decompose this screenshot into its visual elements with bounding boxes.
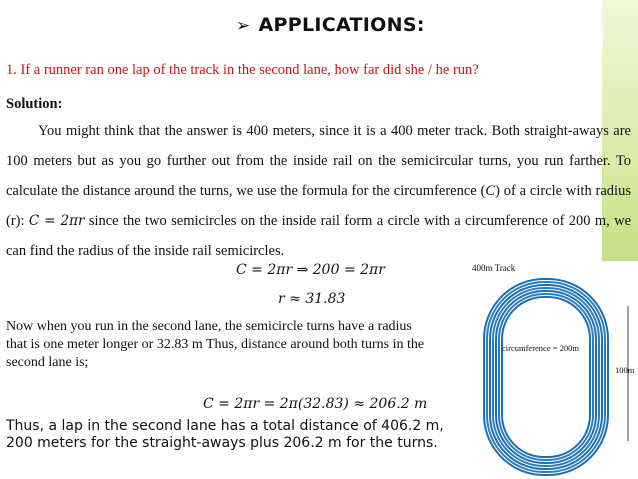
track-label: 400m Track: [472, 263, 516, 273]
question-text: 1. If a runner ran one lap of the track in the second lane, how far did she / he run?: [6, 62, 479, 78]
track-diagram: [470, 261, 638, 479]
para-text-2: ) of a circle with radius (r):: [6, 183, 631, 229]
para-text-3: since the two semicircles on the inside rail form a circle with a circumference of 200 m, we can find the radius of the inside rail semicircles.: [6, 213, 632, 259]
conclusion-text: Thus, a lap in the second lane has a total distance of 406.2 m, 200 meters for the straight-aways plus 206.2 m for the turns.: [6, 418, 444, 451]
slide-title: [236, 14, 425, 36]
equation-radius-result: r ≈ 31.83: [278, 291, 346, 307]
straight-label: 100m: [615, 365, 635, 375]
para-text-1: You might think that the answer is 400 meters, since it is a 400 meter track. Both straight-aways are 100 meters but as you go further out from the inside rail on the semicircular turns, you run farther. To calculate the distance around the turns, we use the formula for the circumference (: [6, 123, 631, 199]
equation-second-lane: C = 2πr = 2π(32.83) ≈ 206.2 m: [203, 396, 428, 412]
solution-heading: Solution:: [6, 96, 63, 112]
track-lanes: [484, 279, 608, 475]
circumference-formula: C = 2πr: [28, 213, 85, 229]
slide-title-text: APPLICATIONS:: [258, 14, 425, 36]
equation-radius-setup: C = 2πr ⇒ 200 = 2πr: [236, 262, 385, 278]
c-symbol: C: [485, 183, 496, 199]
arrow-bullet-icon: ➢: [236, 16, 251, 36]
circumference-label: circumference = 200m: [502, 343, 580, 353]
second-lane-paragraph: Now when you run in the second lane, the semicircle turns have a radius that is one meter longer or 32.83 m Thus, distance around both turns in the second lane is;: [6, 319, 425, 370]
solution-paragraph: [6, 116, 631, 266]
